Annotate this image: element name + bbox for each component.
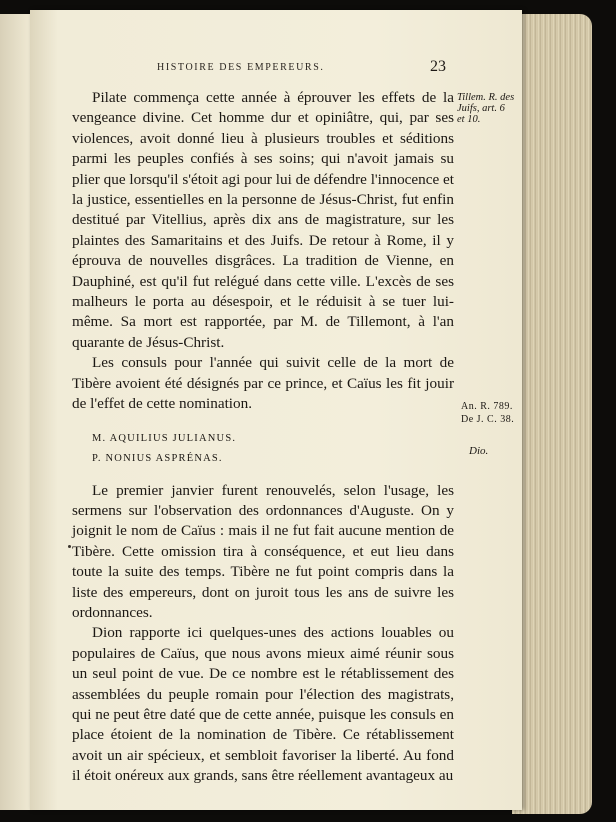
- page-body: [72, 88, 454, 787]
- consul-list: [72, 429, 454, 469]
- consul-name: M. AQUILIUS JULIANUS.: [92, 432, 237, 444]
- paragraph-dion: Dion rapporte ici quelques-unes des actions louables ou populaires de Caïus, que nous avons mieux aimé réunir sous un seul point de vue. De ce nombre est le rétablissement des assemblées du peuple romain pour l'élection des magistrats, qui ne peut être daté que de cette année, puisque les consuls en place étoient de la nomination de Tibère. Ce rétablissement avoit un air spécieux, et sembloit favoriser la liberté. Au fond il étoit onéreux aux grands, sans être réellement avantageux au: [72, 624, 454, 785]
- paragraph-consuls: Les consuls pour l'année qui suivit celle de la mort de Tibère avoient été désignés par ce prince, et Caïus les fit jouir de l'effet de cette nomination.: [72, 354, 454, 413]
- paper-speck: [68, 545, 71, 548]
- book-page: [30, 10, 522, 810]
- paragraph-sermens: Le premier janvier furent renouvelés, selon l'usage, les sermens sur l'observation des ordonnances d'Auguste. On y joignit le nom de Caïus : mais il ne fut fait aucune mention de Tibère. Cette omission tira à conséquence, et eut lieu dans toute la suite des temps. Tibère ne fut point compris dans la liste des empereurs, dont on juroit tous les ans de suivre les ordonnances.: [72, 481, 454, 621]
- running-header: HISTOIRE DES EMPEREURS.: [157, 62, 325, 73]
- paragraph-pilate: Pilate commença cette année à éprouver les effets de la vengeance divine. Cet homme dur et opiniâtre, qui, par ses violences, avoit donné lieu à plusieurs troubles et séditions parmi les peuples confiés à ses soins; qui n'avoit jamais su plier que lorsqu'il s'étoit agi pour lui de défendre l'innocence et la justice, essentielles en la personne de Jésus-Christ, fut enfin destitué par Vitellius, après dix ans de magistrature, sur les plaintes des Samaritains et des Juifs. De retour à Rome, il y éprouva de nouvelles disgrâces. La tradition de Vienne, en Dauphiné, est qu'il fut relégué dans cette ville. L'excès de ses malheurs le porta au désespoir, et le réduisit à se tuer lui-même. Sa mort est rapportée, par M. de Tillemont, à l'an quarante de Jésus-Christ.: [72, 89, 454, 351]
- margin-note-date: [461, 400, 531, 426]
- margin-note-dio: Dio.: [469, 445, 489, 457]
- margin-note-tillemont: Tillem. R. des Juifs, art. 6 et 10.: [457, 92, 515, 125]
- facing-page-edge: [0, 14, 31, 810]
- margin-date-an: An. R. 789.: [461, 401, 513, 412]
- consul-name: P. NONIUS ASPRÉNAS.: [92, 452, 223, 464]
- page-number: 23: [430, 58, 446, 75]
- margin-date-de: De J. C. 38.: [461, 414, 515, 425]
